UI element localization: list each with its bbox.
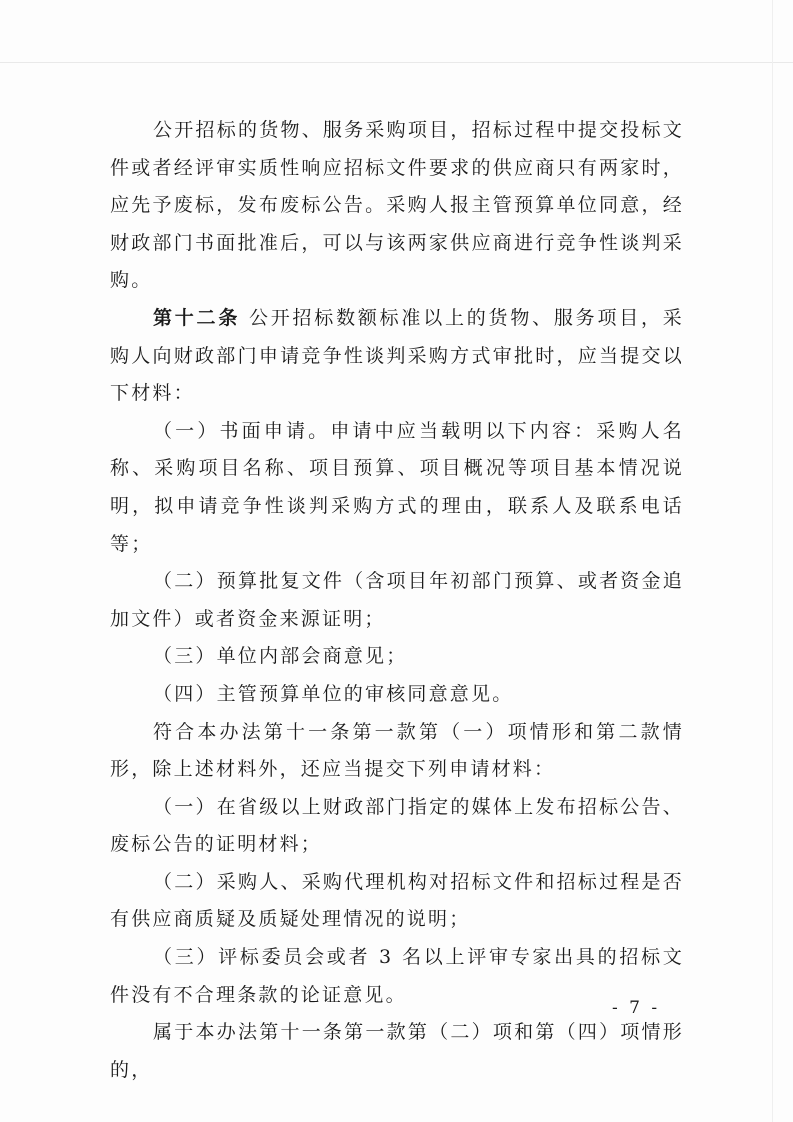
paragraph-text: （三）评标委员会或者 3 名以上评审专家出具的招标文件没有不合理条款的论证意见。: [110, 946, 684, 1006]
paragraph: [110, 112, 684, 300]
paragraph-text: （四）主管预算单位的审核同意意见。: [153, 682, 514, 705]
paragraph-text: 公开招标的货物、服务采购项目，招标过程中提交投标文件或者经评审实质性响应招标文件要求的供应商只有两家时，应先予废标，发布废标公告。采购人报主管预算单位同意，经财政部门书面批准后，可以与该两家供应商进行竞争性谈判采购。: [110, 119, 684, 292]
paragraph-text: （一）书面申请。申请中应当载明以下内容：采购人名称、采购项目名称、项目预算、项目概况等项目基本情况说明，拟申请竞争性谈判采购方式的理由，联系人及联系电话等；: [110, 419, 684, 555]
list-item: [110, 563, 684, 638]
paragraph-text: （一）在省级以上财政部门指定的媒体上发布招标公告、废标公告的证明材料；: [110, 795, 684, 856]
paragraph-text: 公开招标数额标准以上的货物、服务项目，采购人向财政部门申请竞争性谈判采购方式审批时，应当提交以下材料：: [110, 306, 684, 405]
article-12-paragraph: [110, 300, 684, 413]
paragraph: [110, 1014, 684, 1089]
list-item: [110, 676, 684, 714]
page-number: - 7 -: [612, 998, 661, 1018]
list-item: [110, 413, 684, 563]
list-item: [110, 864, 684, 939]
document-body: [110, 112, 684, 1089]
paragraph-text: （二）预算批复文件（含项目年初部门预算、或者资金追加文件）或者资金来源证明；: [110, 570, 684, 630]
paragraph-text: （三）单位内部会商意见；: [153, 645, 408, 668]
list-item: [110, 789, 684, 864]
list-item: [110, 638, 684, 676]
paragraph: [110, 714, 684, 789]
scan-edge-top: [0, 62, 793, 63]
scan-edge-right: [772, 0, 773, 1122]
paragraph-text: 符合本办法第十一条第一款第（一）项情形和第二款情形，除上述材料外，还应当提交下列申请材料：: [110, 720, 684, 781]
article-number: 第十二条: [153, 306, 241, 329]
paragraph-text: （二）采购人、采购代理机构对招标文件和招标过程是否有供应商质疑及质疑处理情况的说明；: [110, 870, 684, 931]
paragraph-text: 属于本办法第十一条第一款第（二）项和第（四）项情形的，: [110, 1021, 684, 1081]
list-item: [110, 939, 684, 1014]
